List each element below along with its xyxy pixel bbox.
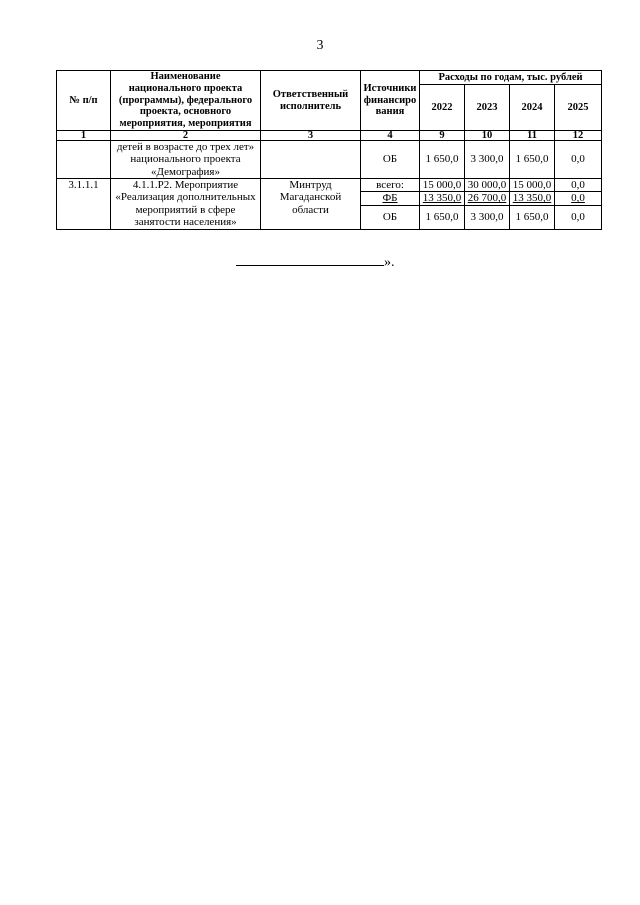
header-name: Наименование национального проекта (программы), федерального проекта, основного мероприятия, мероприятия xyxy=(111,71,261,131)
cell-value: 3 300,0 xyxy=(465,205,510,229)
budget-table xyxy=(56,70,602,230)
header-responsible: Ответственный исполнитель xyxy=(261,71,361,131)
cell-source: ОБ xyxy=(361,205,420,229)
cell-value: 13 350,0 xyxy=(510,192,555,205)
closing-mark: ». xyxy=(384,255,395,270)
cell-value: 1 650,0 xyxy=(510,141,555,179)
cell-source: ФБ xyxy=(361,192,420,205)
header-year: 2022 xyxy=(420,85,465,131)
column-number: 9 xyxy=(420,131,465,141)
cell-source: ОБ xyxy=(361,141,420,179)
column-number: 11 xyxy=(510,131,555,141)
cell-value: 0,0 xyxy=(555,141,602,179)
cell-value: 0,0 xyxy=(555,179,602,192)
column-number: 10 xyxy=(465,131,510,141)
cell-responsible: Минтруд Магаданской области xyxy=(261,179,361,230)
closing-line xyxy=(236,253,395,271)
table-row xyxy=(57,179,602,192)
header-year: 2023 xyxy=(465,85,510,131)
cell-value: 15 000,0 xyxy=(420,179,465,192)
cell-name: 4.1.1.Р2. Мероприятие «Реализация дополнительных мероприятий в сфере занятости населения» xyxy=(111,179,261,230)
column-number: 3 xyxy=(261,131,361,141)
cell-value: 3 300,0 xyxy=(465,141,510,179)
column-number: 1 xyxy=(57,131,111,141)
cell-value: 1 650,0 xyxy=(420,205,465,229)
header-expenses: Расходы по годам, тыс. рублей xyxy=(420,71,602,85)
closing-rule xyxy=(236,253,384,266)
cell-name: детей в возрасте до трех лет» национального проекта «Демография» xyxy=(111,141,261,179)
cell-value: 30 000,0 xyxy=(465,179,510,192)
header-sources: Источники финансиро вания xyxy=(361,71,420,131)
cell-value: 26 700,0 xyxy=(465,192,510,205)
cell-responsible xyxy=(261,141,361,179)
cell-value: 0,0 xyxy=(555,192,602,205)
header-year: 2024 xyxy=(510,85,555,131)
cell-value: 1 650,0 xyxy=(420,141,465,179)
cell-value: 13 350,0 xyxy=(420,192,465,205)
header-year: 2025 xyxy=(555,85,602,131)
page-number: 3 xyxy=(316,38,324,53)
column-number: 12 xyxy=(555,131,602,141)
table-row xyxy=(57,141,602,179)
cell-num xyxy=(57,141,111,179)
cell-num: 3.1.1.1 xyxy=(57,179,111,230)
cell-value: 0,0 xyxy=(555,205,602,229)
cell-value: 15 000,0 xyxy=(510,179,555,192)
cell-value: 1 650,0 xyxy=(510,205,555,229)
column-number: 2 xyxy=(111,131,261,141)
header-num: № п/п xyxy=(57,71,111,131)
cell-source: всего: xyxy=(361,179,420,192)
column-number: 4 xyxy=(361,131,420,141)
